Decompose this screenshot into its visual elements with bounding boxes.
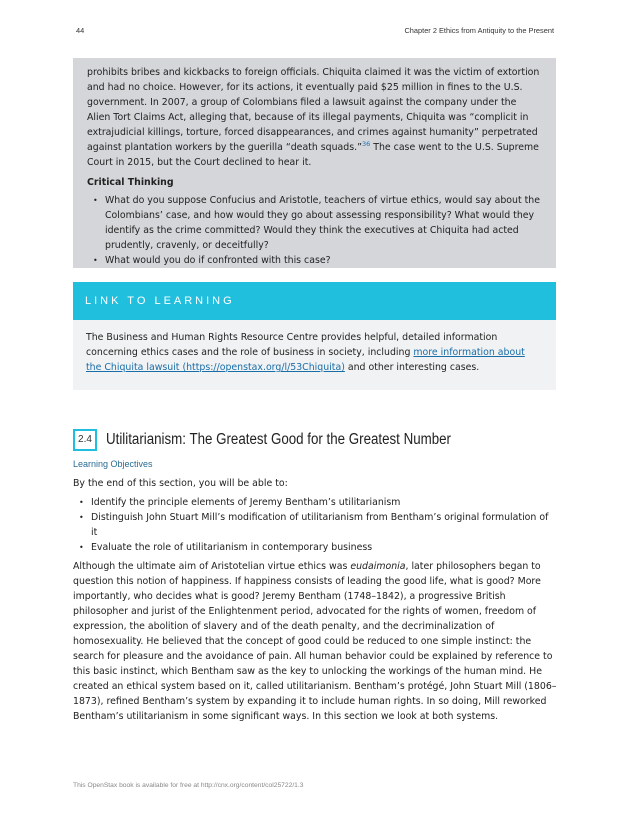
question-item: • What would you do if confronted with this case? [87,253,542,268]
learning-objectives-list [73,495,557,555]
objective-item: • Identify the principle elements of Jeremy Bentham’s utilitarianism [73,495,557,510]
section-number: 2.4 [73,429,97,451]
chapter-running-head: Chapter 2 Ethics from Antiquity to the Present [404,26,554,35]
eudaimonia-term: eudaimonia [350,561,406,572]
objectives-intro: By the end of this section, you will be able to: [73,478,288,489]
chiquita-lawsuit-link[interactable]: more information about the Chiquita lawsuit (https://openstax.org/l/53Chiquita) [86,347,525,373]
link-to-learning-text [86,330,543,375]
section-body [73,476,557,724]
link-to-learning-heading: LINK TO LEARNING [73,282,556,320]
link-to-learning-body [73,320,556,390]
case-study-box [73,58,556,268]
objective-item: • Distinguish John Stuart Mill’s modification of utilitarianism from Bentham’s original formulation of it [73,510,557,540]
body-paragraph-start: Although the ultimate aim of Aristotelian virtue ethics was [73,561,351,572]
question-item: • What do you suppose Confucius and Aristotle, teachers of virtue ethics, would say about the Colombians’ case, and how would they go about assessing responsibility? What would they identify as the crime committed? Would they think the executives at Chiquita had acted prudently, cravenly, or deceitfully? [87,193,542,253]
section-title: Utilitarianism: The Greatest Good for the Greatest Number [106,431,451,448]
page-footer: This OpenStax book is available for free at http://cnx.org/content/col25722/1.3 [73,782,304,789]
ltl-text-end: and other interesting cases. [344,362,480,373]
page-number: 44 [76,26,85,35]
section-heading [73,428,556,452]
case-paragraph-text-end: The case went to the U.S. Supreme Court in 2015, but the Court declined to hear it. [87,142,539,168]
learning-objectives-heading: Learning Objectives [73,459,153,469]
critical-thinking-questions [87,193,542,268]
body-paragraph [73,559,557,724]
critical-thinking-heading: Critical Thinking [87,177,174,188]
footnote-ref[interactable]: 36 [361,139,371,148]
case-paragraph-text: prohibits bribes and kickbacks to foreign officials. Chiquita claimed it was the victim of extortion and had no choice. However, for its actions, it eventually paid $25 million in fines to the U.S. government. In 2007, a group of Colombians filed a lawsuit against the company under the Alien Tort Claims Act, alleging that, because of its illegal payments, Chiquita was “complicit in extrajudicial killings, torture, forced disappearances, and crimes against humanity” perpetrated against plantation workers by the guerilla “death squads.” [87,67,540,153]
ltl-text-start: The Business and Human Rights Resource Centre provides helpful, detailed information concerning ethics cases and the role of business in society, including [86,332,498,358]
case-paragraph [87,65,542,170]
body-paragraph-rest: , later philosophers began to question this notion of happiness. If happiness consists of leading the good life, what is good? More importantly, who decides what is good? Jeremy Bentham (1748–1842), a progressive British philosopher and jurist of the Enlightenment period, advocated for the rights of women, freedom of expression, the abolition of slavery and of the death penalty, and the decriminalization of homosexuality. He believed that the concept of good could be reduced to one simple instinct: the search for pleasure and the avoidance of pain. All human behavior could be explained by reference to this basic instinct, which Bentham saw as the key to unlocking the workings of the human mind. He created an ethical system based on it, called utilitarianism. Bentham’s protégé, John Stuart Mill (1806–1873), refined Bentham’s system by expanding it to include human rights. In so doing, Mill reworked Bentham’s utilitarianism in some significant ways. In this section we look at both systems. [73,561,557,722]
objective-item: • Evaluate the role of utilitarianism in contemporary business [73,540,557,555]
